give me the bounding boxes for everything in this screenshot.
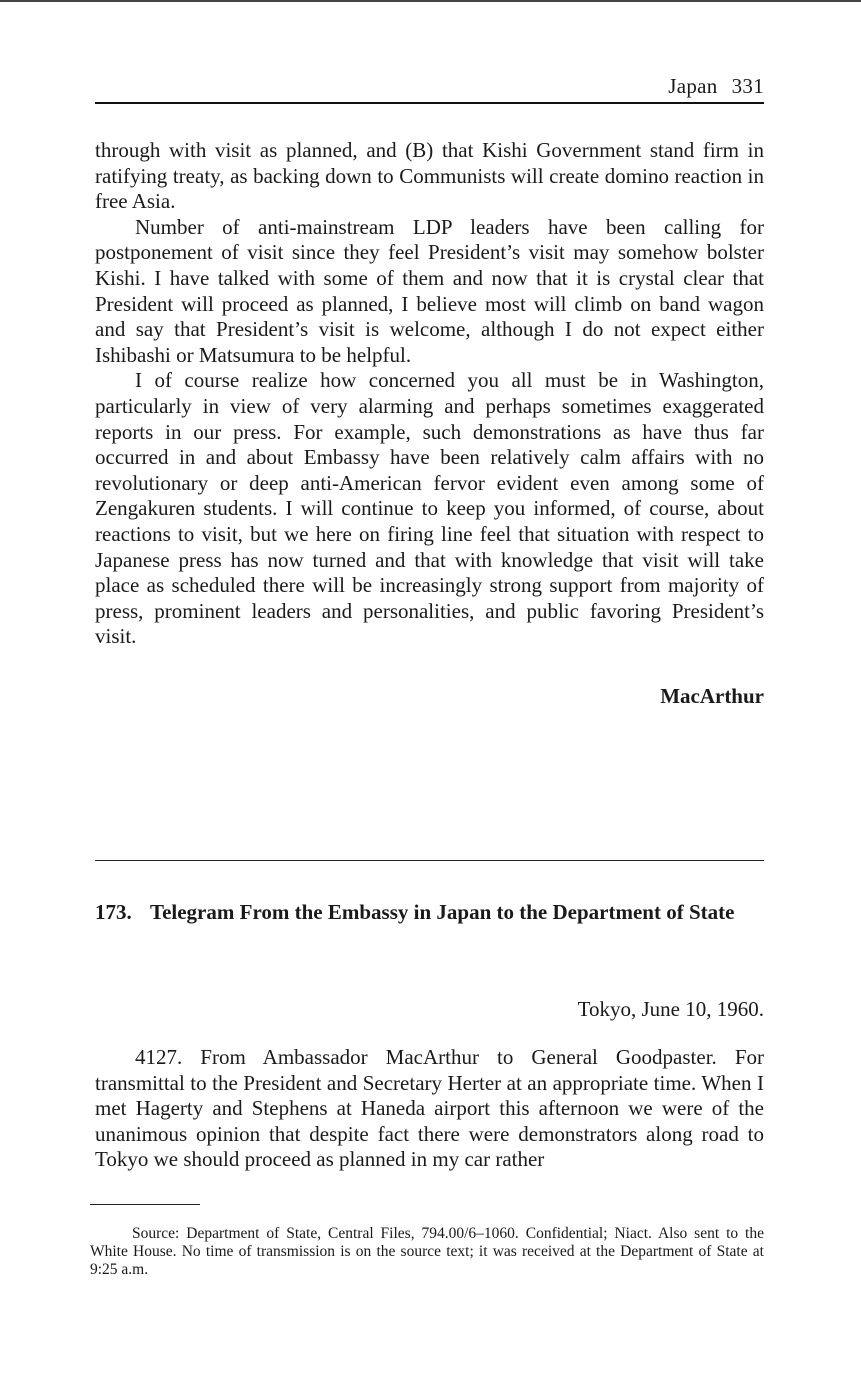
- paragraph: I of course realize how concerned you all must be in Washington, particularly in view of very alarming and perhaps sometimes exaggerated reports in our press. For example, such demonstrations as have thus far occurred in and about Embassy have been relatively calm affairs with no revolutionary or deep anti-American fervor evident even among some of Zengakuren students. I will continue to keep you informed, of course, about reactions to visit, but we here on firing line feel that situation with respect to Japanese press has now turned and that with knowledge that visit will take place as scheduled there will be increasingly strong support from majority of press, prominent leaders and personalities, and public favoring President’s visit.: [95, 368, 764, 649]
- paragraph: Number of anti-mainstream LDP leaders have been calling for postponement of visit since they feel President’s visit may somehow bolster Kishi. I have talked with some of them and now that it is crystal clear that President will proceed as planned, I believe most will climb on band wagon and say that President’s visit is welcome, although I do not expect either Ishibashi or Matsumura to be helpful.: [95, 214, 764, 367]
- footnote-rule: [90, 1204, 200, 1205]
- continued-telegram-text: [95, 138, 764, 650]
- section-divider: [95, 860, 764, 861]
- source-footnote: Source: Department of State, Central Files, 794.00/6–1060. Confidential; Niact. Also sent to the White House. No time of transmission is on the source text; it was received at the Department of State at 9:25 a.m.: [90, 1225, 764, 1278]
- running-header-text: [668, 74, 764, 99]
- signature: MacArthur: [660, 684, 764, 708]
- page-number: 331: [731, 74, 764, 98]
- document-title: Telegram From the Embassy in Japan to the Department of State: [150, 900, 735, 924]
- page-top-border: [0, 0, 861, 2]
- dateline: Tokyo, June 10, 1960.: [577, 997, 764, 1021]
- running-header: [95, 74, 764, 104]
- paragraph: 4127. From Ambassador MacArthur to General Goodpaster. For transmittal to the President and Secretary Herter at an appropriate time. When I met Hagerty and Stephens at Haneda airport this afternoon we were of the unanimous opinion that despite fact there were demonstrators along road to Tokyo we should proceed as planned in my car rather: [95, 1045, 764, 1172]
- document-heading: [95, 900, 764, 925]
- telegram-text: [95, 1045, 764, 1173]
- header-section: Japan: [668, 74, 718, 98]
- document-number: 173.: [95, 900, 132, 924]
- paragraph: through with visit as planned, and (B) that Kishi Government stand firm in ratifying treaty, as backing down to Communists will create domino reaction in free Asia.: [95, 138, 764, 214]
